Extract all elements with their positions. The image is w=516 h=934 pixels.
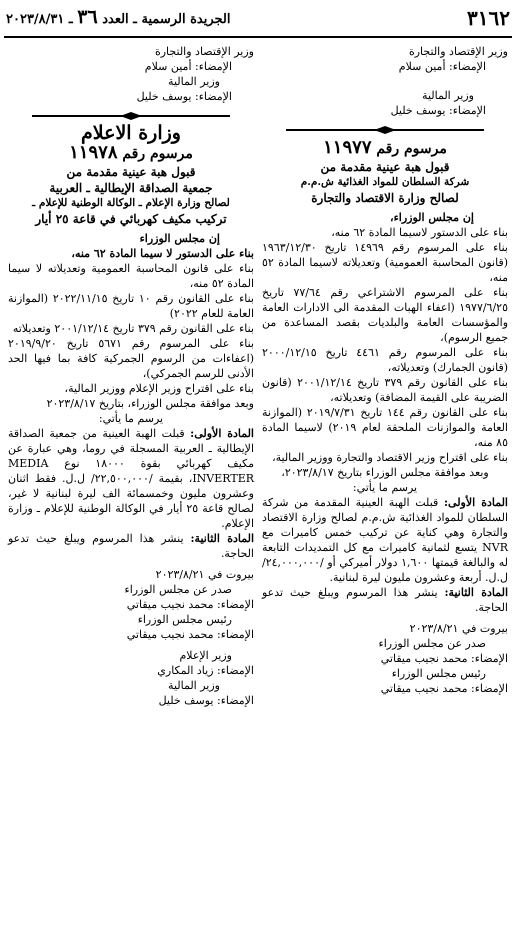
decree-number: ١١٩٧٧ (323, 137, 372, 158)
issue-info (6, 6, 230, 28)
decree-subject-line: لصالح وزارة الإعلام ـ الوكالة الوطنية للإعلام ـ (32, 197, 230, 209)
closing-line: رئيس مجلس الوزراء (391, 667, 486, 680)
section-divider (32, 112, 230, 120)
page-number: ٣١٦٢ (467, 6, 510, 30)
preamble-paragraph: بناء على قانون المحاسبة العمومية وتعديلاته لا سيما المادة ٥٢ منه، (8, 262, 254, 290)
decrees-line: يرسم ما يأتي: (352, 481, 418, 494)
closing-line: الإمضاء: محمد نجيب ميقاتي (380, 682, 508, 695)
decree-subject-line: جمعية الصداقة الإيطالية ـ العربية (49, 181, 213, 195)
decree-subject-line: لصالح وزارة الاقتصاد والتجارة (311, 191, 459, 205)
preamble-paragraph: وبعد موافقة مجلس الوزراء، بتاريخ ٢٠٢٣/٨/١٧ (46, 397, 254, 410)
article-label: المادة الأولى: (190, 427, 254, 440)
decree-subject-line: قبول هبة عينية مقدمة من (320, 160, 450, 174)
place-date: بيروت في ٢٠٢٣/٨/٢١ (155, 568, 254, 581)
issue-prefix: الجريدة الرسمية ـ العدد (102, 12, 231, 27)
article-label: المادة الأولى: (443, 496, 508, 509)
closing-line: صدر عن مجلس الوزراء (378, 637, 486, 650)
preamble-paragraph: وبعد موافقة مجلس الوزراء بتاريخ ٢٠٢٣/٨/١٧، (281, 466, 489, 479)
article-2 (262, 585, 508, 615)
signature-title: وزير الإقتصاد والتجارة (154, 45, 254, 58)
place-date: بيروت في ٢٠٢٣/٨/٢١ (409, 622, 508, 635)
preamble-paragraph: بناء على المرسوم رقم ١٤٩٦٩ تاريخ ١٩٦٣/١٢/٣٠ (قانون المحاسبة العمومية) وتعديلاته لاسيما المادة ٥٢ منه، (262, 241, 508, 284)
left-column (8, 44, 254, 708)
closing-line: رئيس مجلس الوزراء (137, 613, 232, 626)
signature-title: وزير الإقتصاد والتجارة (408, 45, 508, 58)
preamble-paragraph: بناء على القانون رقم ٣٧٩ تاريخ ٢٠٠١/١٢/١٤ (قانون الضريبة على القيمة المضافة) وتعديلاته، (262, 376, 508, 404)
right-column (262, 44, 508, 696)
article-2 (8, 531, 254, 561)
article-1 (262, 495, 508, 585)
signature-name: الإمضاء: يوسف خليل (390, 104, 486, 117)
signature-name: الإمضاء: يوسف خليل (136, 90, 232, 103)
decree-label: مرسوم رقم (122, 146, 193, 162)
article-text: قبلت الهبة العينية المقدمة من شركة السلطان للمواد الغذائية ش.م.م لصالح وزارة الاقتصاد والتجارة وهي كناية عن تركيب خمس كاميرات مع NVR يتسع لثمانية كاميرات مع كل التمديدات التابعة له والبالغة قيمتها ١,٦٠٠ دولار أميركي أو /٢٤,٠٠٠,٠٠٠/ ل.ل. أربعة وعشرون مليون ليرة لبنانية. (262, 496, 508, 584)
article-text: ينشر هذا المرسوم ويبلغ حيث تدعو الحاجة. (262, 586, 508, 614)
preamble-paragraph: بناء على اقتراح وزير الإعلام ووزير المالية، (64, 382, 254, 395)
decree-subject-line: قبول هبة عينية مقدمة من (66, 165, 196, 179)
issue-date: ـ ٢٠٢٣/٨/٣١ (6, 12, 73, 27)
decrees-line: يرسم ما يأتي: (98, 412, 164, 425)
signature-name: الإمضاء: أمين سلام (144, 60, 232, 73)
preamble-paragraph: بناء على المرسوم رقم ٥٦٧١ تاريخ ٢٠١٩/٩/٢٠ (اعفاءات من الرسوم الجمركية كافة بما فيها الحد الأدنى للرسم الجمركي)، (8, 337, 254, 380)
decree-number: ١١٩٧٨ (69, 142, 118, 163)
decree-intro: إن مجلس الوزراء، (390, 211, 474, 224)
decree-heading (262, 137, 508, 158)
prev-decree-signatures (262, 44, 508, 118)
preamble-paragraph: بناء على الدستور لاسيما المادة ٦٢ منه، (331, 226, 508, 239)
article-text: ينشر هذا المرسوم ويبلغ حيث تدعو الحاجة. (8, 532, 254, 560)
section-divider (286, 126, 484, 134)
prev-decree-signatures (8, 44, 254, 104)
preamble-paragraph: بناء على القانون رقم ١٠ تاريخ ٢٠٢٢/١١/١٥ (الموازنة العامة للعام ٢٠٢٢) (8, 292, 254, 320)
closing-line: الإمضاء: زياد المكاري (157, 664, 254, 677)
preamble-paragraph: بناء على المرسوم رقم ٤٤٦١ تاريخ ٢٠٠٠/١٢/١٥ (قانون الجمارك) وتعديلاته، (262, 346, 508, 374)
closing-line: الإمضاء: محمد نجيب ميقاتي (380, 652, 508, 665)
closing-line: وزير الإعلام (179, 649, 232, 662)
preamble-paragraph: بناء على المرسوم الاشتراعي رقم ٧٧/٦٤ تاريخ ١٩٧٧/٦/٢٥ (اعفاء الهبات المقدمة الى الادارات العامة والمؤسسات العامة والبلديات بقصد المساعدة من جميع الرسوم)، (262, 286, 509, 344)
decree-subject-line: تركيب مكيف كهربائي في قاعة ٢٥ أيار (35, 212, 227, 226)
preamble-paragraph: بناء على القانون رقم ٣٧٩ تاريخ ٢٠٠١/١٢/١٤ وتعديلاته (12, 322, 254, 335)
preamble-paragraph: بناء على الدستور لا سيما المادة ٦٢ منه، (71, 247, 254, 260)
decree-intro: إن مجلس الوزراء (139, 232, 220, 245)
decree-label: مرسوم رقم (376, 141, 447, 157)
preamble-paragraph: بناء على القانون رقم ١٤٤ تاريخ ٢٠١٩/٧/٣١ (الموازنة العامة والموازنات الملحقة لعام ٢٠١٩) لاسيما المادة ٨٥ منه، (262, 406, 508, 449)
ministry-title: وزارة الاعلام (81, 122, 181, 144)
decree-subject-line: شركة السلطان للمواد الغذائية ش.م.م (300, 176, 470, 188)
signature-title: وزير المالية (422, 89, 474, 102)
article-label: المادة الثانية: (190, 532, 255, 545)
decree-heading (8, 142, 254, 163)
issue-number: ٣٦ (77, 6, 98, 28)
closing-line: صدر عن مجلس الوزراء (124, 583, 232, 596)
preamble-paragraph: بناء على اقتراح وزير الاقتصاد والتجارة ووزير المالية، (272, 451, 508, 464)
signature-name: الإمضاء: أمين سلام (398, 60, 486, 73)
page-header (4, 0, 512, 38)
closing-line: الإمضاء: يوسف خليل (158, 694, 254, 707)
article-1 (8, 426, 254, 531)
closing-line: وزير المالية (168, 679, 220, 692)
closing-line: الإمضاء: محمد نجيب ميقاتي (126, 628, 254, 641)
article-label: المادة الثانية: (444, 586, 509, 599)
closing-line: الإمضاء: محمد نجيب ميقاتي (126, 598, 254, 611)
article-text: قبلت الهبة العينية من جمعية الصداقة الإيطالية ـ العربية المسجلة في روما، وهي عبارة عن مكيف كهربائي بقوة ١٨٠٠٠ نوع MEDIA INVERTER، بقيمة /٢٢,٥٠٠,٠٠٠/ ل.ل. فقط اثنان وعشرون مليون وخمسمائة الف ليرة لبنانية لا غير، لصالح قاعة ٢٥ أيار في الوكالة الوطنية للإعلام ـ وزارة الإعلام. (8, 427, 255, 530)
signature-title: وزير المالية (168, 75, 220, 88)
